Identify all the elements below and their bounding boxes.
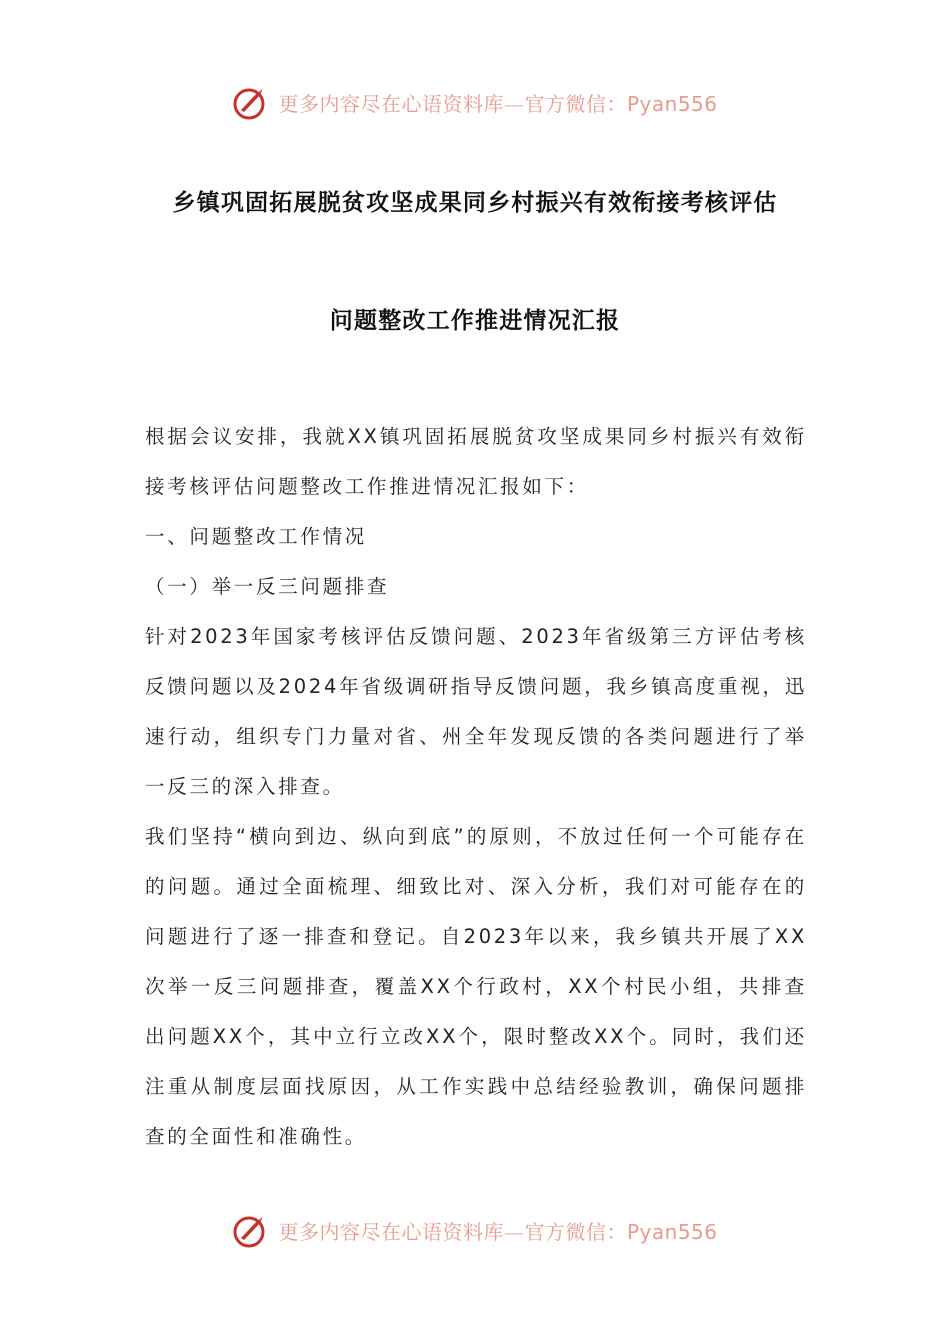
section-heading: 一、问题整改工作情况: [145, 525, 368, 548]
banner-main-text: 更多内容尽在心语资料库: [278, 1219, 504, 1244]
subsection-heading: （一）举一反三问题排查: [145, 575, 390, 598]
document-body: [145, 412, 807, 1162]
banner-wechat-id: Pyan556: [626, 1219, 718, 1244]
pen-logo-icon: [232, 82, 272, 122]
document-title-line1: 乡镇巩固拓展脱贫攻坚成果同乡村振兴有效衔接考核评估: [172, 190, 778, 216]
paragraph-intro: 根据会议安排，我就XX镇巩固拓展脱贫攻坚成果同乡村振兴有效衔接考核评估问题整改工作推进情况汇报如下：: [145, 425, 807, 498]
banner-text: [278, 1216, 717, 1245]
banner-wechat-label: 官方微信：: [524, 91, 627, 116]
banner-text: [278, 88, 717, 117]
banner-wechat-label: 官方微信：: [524, 1219, 627, 1244]
pen-logo-icon: [232, 1210, 272, 1250]
banner-separator: —: [503, 1219, 525, 1244]
document-title-line2: 问题整改工作推进情况汇报: [329, 308, 621, 334]
footer-banner: [0, 1208, 950, 1252]
banner-wechat-id: Pyan556: [626, 91, 718, 116]
header-banner: [0, 80, 950, 124]
paragraph-review: 针对2023年国家考核评估反馈问题、2023年省级第三方评估考核反馈问题以及2024年省级调研指导反馈问题，我乡镇高度重视，迅速行动，组织专门力量对省、州全年发现反馈的各类问题进行了举一反三的深入排查。: [145, 625, 807, 798]
banner-main-text: 更多内容尽在心语资料库: [278, 91, 504, 116]
paragraph-principle: 我们坚持“横向到边、纵向到底”的原则，不放过任何一个可能存在的问题。通过全面梳理、细致比对、深入分析，我们对可能存在的问题进行了逐一排查和登记。自2023年以来，我乡镇共开展了XX次举一反三问题排查，覆盖XX个行政村，XX个村民小组，共排查出问题XX个，其中立行立改XX个，限时整改XX个。同时，我们还注重从制度层面找原因，从工作实践中总结经验教训，确保问题排查的全面性和准确性。: [145, 825, 807, 1148]
banner-separator: —: [503, 91, 525, 116]
